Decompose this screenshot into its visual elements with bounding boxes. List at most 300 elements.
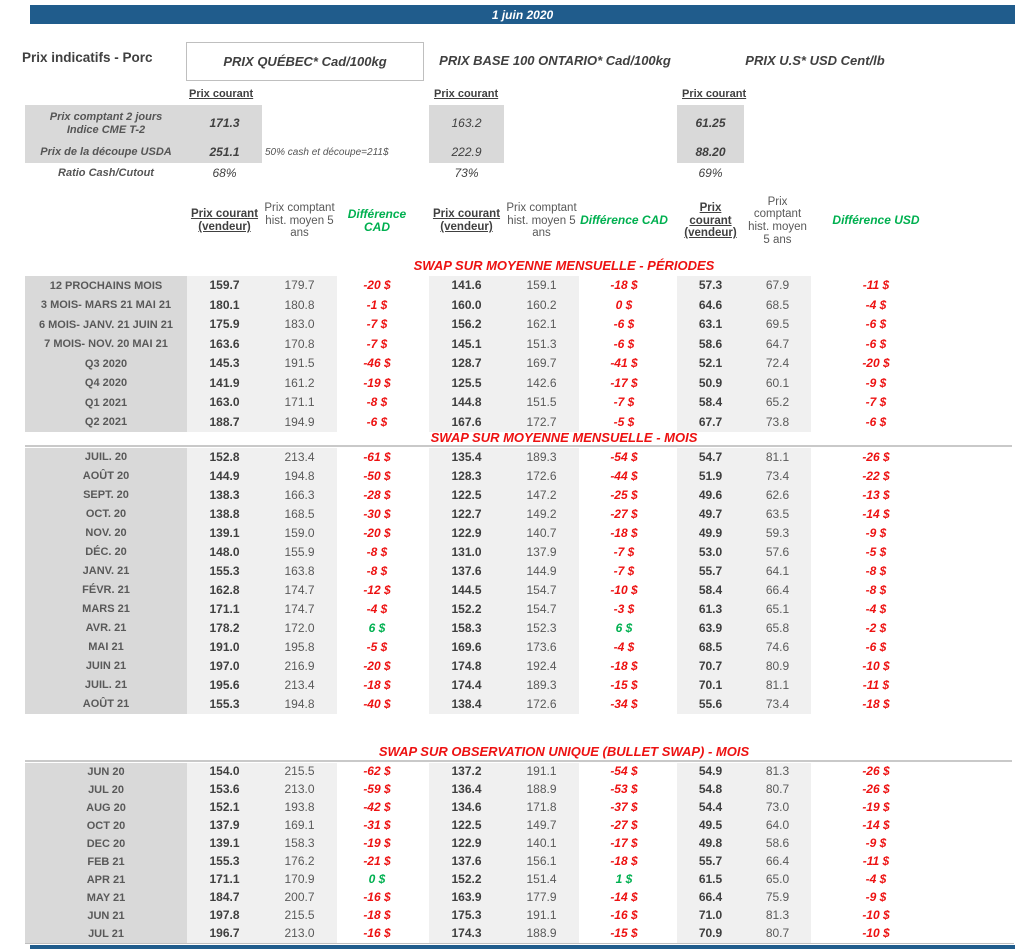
row-label: MARS 21 [25,600,187,619]
price-hist-cell: 65.0 [744,871,811,889]
price-hist-cell: 58.6 [744,835,811,853]
price-hist-cell: 189.3 [504,676,579,695]
price-hist-cell: 215.5 [262,763,337,781]
column-gap [669,524,677,543]
spot-cutout-us: 88.20 [677,142,744,163]
price-hist-cell: 65.8 [744,619,811,638]
price-hist-cell: 200.7 [262,889,337,907]
row-label: OCT 20 [25,817,187,835]
price-diff-cell: -11 $ [862,278,890,293]
price-diff-cell: -20 $ [363,278,391,293]
price-hist-cell: 191.1 [504,763,579,781]
price-current-cell: 138.8 [187,505,262,524]
group-title-us: PRIX U.S* USD Cent/lb [745,53,885,68]
price-current-cell: 55.7 [677,562,744,581]
price-current-cell: 175.9 [187,315,262,335]
price-hist-cell: 191.1 [504,907,579,925]
column-gap [417,486,429,505]
price-current-cell: 159.7 [187,276,262,296]
price-diff-cell: -18 $ [610,525,638,540]
price-current-cell: 167.6 [429,413,504,433]
row-label: DÉC. 20 [25,543,187,562]
price-diff-cell: -4 $ [865,297,887,312]
price-current-cell: 135.4 [429,448,504,467]
price-hist-cell: 170.9 [262,871,337,889]
price-hist-cell: 65.2 [744,393,811,413]
price-hist-cell: 213.0 [262,925,337,943]
row-label: JUIL. 21 [25,676,187,695]
price-current-cell: 122.7 [429,505,504,524]
column-gap [669,315,677,335]
price-current-cell: 152.1 [187,799,262,817]
spot-cme-us: 61.25 [677,105,744,142]
price-hist-cell: 81.3 [744,763,811,781]
column-gap [669,354,677,374]
price-hist-cell: 169.7 [504,354,579,374]
price-hist-cell: 189.3 [504,448,579,467]
price-diff-cell: -28 $ [363,487,391,502]
price-diff-cell: -18 $ [610,658,638,673]
price-diff-cell: -19 $ [363,375,391,390]
price-current-cell: 122.9 [429,835,504,853]
price-diff-cell: -9 $ [865,525,887,540]
price-hist-cell: 215.5 [262,907,337,925]
price-diff-cell: -6 $ [865,414,887,429]
column-gap [417,393,429,413]
column-gap [417,817,429,835]
price-diff-cell: -15 $ [610,926,638,941]
row-label: MAY 21 [25,889,187,907]
price-diff-cell: -18 $ [363,908,391,923]
price-hist-cell: 169.1 [262,817,337,835]
column-gap [669,619,677,638]
price-current-cell: 163.6 [187,335,262,355]
price-current-cell: 163.9 [429,889,504,907]
price-diff-cell: -4 $ [366,601,388,616]
page-title: Prix indicatifs - Porc [22,50,153,65]
price-current-cell: 58.4 [677,581,744,600]
price-current-cell: 61.5 [677,871,744,889]
price-hist-cell: 213.4 [262,448,337,467]
price-diff-cell: -9 $ [865,375,887,390]
price-hist-cell: 75.9 [744,889,811,907]
price-current-cell: 148.0 [187,543,262,562]
column-gap [669,600,677,619]
price-hist-cell: 80.9 [744,657,811,676]
column-gap [669,296,677,316]
price-current-cell: 131.0 [429,543,504,562]
price-hist-cell: 72.4 [744,354,811,374]
price-hist-cell: 73.4 [744,467,811,486]
cash-cutout-note: 50% cash et découpe=211$ [265,147,389,158]
price-current-cell: 54.9 [677,763,744,781]
price-hist-cell: 73.8 [744,413,811,433]
price-current-cell: 50.9 [677,374,744,394]
price-current-cell: 138.3 [187,486,262,505]
price-current-cell: 155.3 [187,853,262,871]
row-label: FÉVR. 21 [25,581,187,600]
price-current-cell: 70.9 [677,925,744,943]
price-diff-cell: -27 $ [610,818,638,833]
row-label: JUIL. 20 [25,448,187,467]
price-diff-cell: 0 $ [615,297,633,312]
price-current-cell: 152.2 [429,871,504,889]
row-label: DEC 20 [25,835,187,853]
row-label: Q3 2020 [25,354,187,374]
column-gap [417,296,429,316]
price-current-cell: 49.9 [677,524,744,543]
price-current-cell: 162.8 [187,581,262,600]
price-hist-cell: 151.3 [504,335,579,355]
price-current-cell: 128.3 [429,467,504,486]
price-hist-cell: 183.0 [262,315,337,335]
table-periodes [25,276,941,432]
price-current-cell: 57.3 [677,276,744,296]
price-diff-cell: -9 $ [865,836,887,851]
price-hist-cell: 170.8 [262,335,337,355]
price-hist-cell: 192.4 [504,657,579,676]
section-title-mensuelle-mois: SWAP SUR MOYENNE MENSUELLE - MOIS [430,430,698,445]
header-hist-quebec: Prix comptant hist. moyen 5 ans [264,202,335,240]
price-current-cell: 155.3 [187,695,262,714]
column-gap [669,799,677,817]
price-diff-cell: -17 $ [610,836,638,851]
price-hist-cell: 158.3 [262,835,337,853]
price-current-cell: 137.6 [429,853,504,871]
price-hist-cell: 180.8 [262,296,337,316]
price-diff-cell: -14 $ [610,890,638,905]
price-diff-cell: -30 $ [363,506,391,521]
price-current-cell: 128.7 [429,354,504,374]
price-hist-cell: 69.5 [744,315,811,335]
price-current-cell: 55.6 [677,695,744,714]
price-diff-cell: -7 $ [613,563,635,578]
price-diff-cell: -16 $ [363,926,391,941]
price-current-cell: 54.7 [677,448,744,467]
column-gap [417,315,429,335]
row-label: AVR. 21 [25,619,187,638]
price-current-cell: 54.4 [677,799,744,817]
price-current-cell: 70.7 [677,657,744,676]
column-gap [669,817,677,835]
bottom-bar [30,945,1015,949]
price-hist-cell: 152.3 [504,619,579,638]
group-title-quebec: PRIX QUÉBEC* Cad/100kg [186,42,424,81]
column-gap [417,781,429,799]
price-diff-cell: 0 $ [368,872,386,887]
price-current-cell: 54.8 [677,781,744,799]
spot-cme-quebec: 171.3 [187,105,262,142]
price-current-cell: 163.0 [187,393,262,413]
price-hist-cell: 73.4 [744,695,811,714]
price-diff-cell: -4 $ [865,601,887,616]
price-hist-cell: 64.1 [744,562,811,581]
price-diff-cell: -7 $ [613,544,635,559]
price-diff-cell: -44 $ [610,468,638,483]
spot-cutout-quebec: 251.1 [187,142,262,163]
column-gap [669,835,677,853]
price-hist-cell: 166.3 [262,486,337,505]
price-diff-cell: -8 $ [366,544,388,559]
price-hist-cell: 179.7 [262,276,337,296]
price-hist-cell: 172.6 [504,695,579,714]
price-current-cell: 197.8 [187,907,262,925]
price-diff-cell: -16 $ [363,890,391,905]
header-diff-usd: Différence USD [832,213,920,228]
price-current-cell: 171.1 [187,600,262,619]
column-gap [417,581,429,600]
column-gap [417,835,429,853]
row-label: 7 MOIS- NOV. 20 MAI 21 [25,335,187,355]
column-gap [417,925,429,943]
header-hist-us: Prix comptant hist. moyen 5 ans [748,195,807,246]
spot-label-cutout: Prix de la découpe USDA [25,142,187,163]
price-diff-cell: -17 $ [610,375,638,390]
price-diff-cell: -62 $ [363,764,391,779]
column-gap [417,763,429,781]
price-hist-cell: 174.7 [262,581,337,600]
price-current-cell: 174.4 [429,676,504,695]
column-gap [417,853,429,871]
column-gap [669,781,677,799]
price-current-cell: 171.1 [187,871,262,889]
column-gap [669,763,677,781]
column-gap [669,638,677,657]
column-gap [417,276,429,296]
price-diff-cell: -7 $ [366,317,388,332]
spot-price-block [25,105,941,184]
price-current-cell: 134.6 [429,799,504,817]
price-current-cell: 52.1 [677,354,744,374]
header-vendeur-ontario: Prix courant (vendeur) [432,208,501,233]
column-gap [669,925,677,943]
column-gap [669,505,677,524]
price-diff-cell: -1 $ [366,297,388,312]
price-diff-cell: -19 $ [862,800,890,815]
price-current-cell: 138.4 [429,695,504,714]
price-diff-cell: -18 $ [610,854,638,869]
spot-label-cme-line1: Prix comptant 2 jours [49,111,163,124]
price-hist-cell: 155.9 [262,543,337,562]
spot-ratio-us: 69% [698,165,723,180]
price-current-cell: 137.2 [429,763,504,781]
price-current-cell: 67.7 [677,413,744,433]
price-current-cell: 197.0 [187,657,262,676]
row-label: JUN 20 [25,763,187,781]
column-gap [669,467,677,486]
spot-ratio-ontario: 73% [454,165,479,180]
price-hist-cell: 147.2 [504,486,579,505]
price-hist-cell: 194.8 [262,695,337,714]
header-hist-ontario: Prix comptant hist. moyen 5 ans [506,202,577,240]
row-label: Q1 2021 [25,393,187,413]
price-diff-cell: -2 $ [865,620,887,635]
price-current-cell: 169.6 [429,638,504,657]
price-diff-cell: 1 $ [615,872,633,887]
price-diff-cell: -21 $ [363,854,391,869]
section-title-bullet-swap: SWAP SUR OBSERVATION UNIQUE (BULLET SWAP) - MOIS [378,744,750,759]
section-title-periodes: SWAP SUR MOYENNE MENSUELLE - PÉRIODES [413,258,715,273]
column-gap [417,657,429,676]
price-current-cell: 63.1 [677,315,744,335]
spot-ratio-quebec: 68% [212,165,237,180]
price-current-cell: 139.1 [187,524,262,543]
price-current-cell: 145.1 [429,335,504,355]
price-hist-cell: 81.1 [744,676,811,695]
price-current-cell: 160.0 [429,296,504,316]
column-gap [669,889,677,907]
price-current-cell: 152.2 [429,600,504,619]
price-hist-cell: 156.1 [504,853,579,871]
prix-courant-label-us: Prix courant [682,88,747,100]
price-hist-cell: 213.4 [262,676,337,695]
column-gap [669,276,677,296]
column-gap [417,695,429,714]
price-diff-cell: -6 $ [865,336,887,351]
price-hist-cell: 216.9 [262,657,337,676]
price-diff-cell: -26 $ [862,782,890,797]
price-diff-cell: -4 $ [613,639,635,654]
price-current-cell: 64.6 [677,296,744,316]
price-hist-cell: 66.4 [744,581,811,600]
price-current-cell: 155.3 [187,562,262,581]
price-diff-cell: -14 $ [862,506,890,521]
column-gap [417,600,429,619]
group-title-ontario: PRIX BASE 100 ONTARIO* Cad/100kg [439,53,671,68]
row-label: 12 PROCHAINS MOIS [25,276,187,296]
price-current-cell: 144.5 [429,581,504,600]
column-gap [669,448,677,467]
price-current-cell: 141.9 [187,374,262,394]
column-gap [669,853,677,871]
row-label: JUN 21 [25,907,187,925]
prix-courant-label-quebec: Prix courant [189,88,254,100]
price-diff-cell: -8 $ [865,563,887,578]
price-diff-cell: 6 $ [368,620,386,635]
price-diff-cell: -59 $ [363,782,391,797]
price-current-cell: 137.9 [187,817,262,835]
price-hist-cell: 80.7 [744,781,811,799]
price-current-cell: 175.3 [429,907,504,925]
column-gap [669,374,677,394]
column-gap [417,562,429,581]
header-diff-cad-quebec: Différence CAD [347,206,407,234]
row-label: JANV. 21 [25,562,187,581]
price-hist-cell: 66.4 [744,853,811,871]
price-hist-cell: 154.7 [504,600,579,619]
price-current-cell: 55.7 [677,853,744,871]
price-hist-cell: 68.5 [744,296,811,316]
price-current-cell: 122.5 [429,817,504,835]
column-gap [669,486,677,505]
row-label: JUL 20 [25,781,187,799]
price-hist-cell: 144.9 [504,562,579,581]
price-current-cell: 156.2 [429,315,504,335]
price-diff-cell: -20 $ [363,658,391,673]
row-label: SEPT. 20 [25,486,187,505]
price-diff-cell: -26 $ [862,449,890,464]
price-hist-cell: 80.7 [744,925,811,943]
spot-label-cme [25,105,187,142]
column-gap [417,354,429,374]
row-label: JUL 21 [25,925,187,943]
price-current-cell: 196.7 [187,925,262,943]
price-diff-cell: -4 $ [865,872,887,887]
column-gap [417,676,429,695]
price-hist-cell: 188.9 [504,781,579,799]
price-diff-cell: -25 $ [610,487,638,502]
price-current-cell: 49.8 [677,835,744,853]
price-diff-cell: -7 $ [366,336,388,351]
price-diff-cell: 6 $ [615,620,633,635]
price-diff-cell: -9 $ [865,890,887,905]
price-diff-cell: -54 $ [610,449,638,464]
price-current-cell: 178.2 [187,619,262,638]
price-diff-cell: -42 $ [363,800,391,815]
price-diff-cell: -6 $ [366,414,388,429]
price-current-cell: 125.5 [429,374,504,394]
price-hist-cell: 174.7 [262,600,337,619]
price-current-cell: 68.5 [677,638,744,657]
row-label: NOV. 20 [25,524,187,543]
price-current-cell: 136.4 [429,781,504,799]
report-date: 1 juin 2020 [491,7,554,22]
column-gap [669,871,677,889]
row-label: AOÛT 21 [25,695,187,714]
price-diff-cell: -13 $ [862,487,890,502]
price-current-cell: 49.5 [677,817,744,835]
price-current-cell: 174.3 [429,925,504,943]
section-divider [25,760,1012,762]
column-gap [417,448,429,467]
price-diff-cell: -3 $ [613,601,635,616]
price-hist-cell: 63.5 [744,505,811,524]
spot-cutout-ontario: 222.9 [429,142,504,163]
price-diff-cell: -61 $ [363,449,391,464]
price-diff-cell: -5 $ [366,639,388,654]
price-diff-cell: -53 $ [610,782,638,797]
price-current-cell: 144.8 [429,393,504,413]
price-current-cell: 154.0 [187,763,262,781]
price-diff-cell: -34 $ [610,696,638,711]
price-current-cell: 174.8 [429,657,504,676]
price-hist-cell: 159.1 [504,276,579,296]
header-vendeur-us: Prix courant (vendeur) [684,202,737,240]
spot-label-ratio: Ratio Cash/Cutout [58,167,154,180]
column-gap [417,524,429,543]
price-hist-cell: 191.5 [262,354,337,374]
column-gap [417,871,429,889]
row-label: FEB 21 [25,853,187,871]
price-diff-cell: -16 $ [610,908,638,923]
price-diff-cell: -11 $ [862,677,890,692]
row-label: APR 21 [25,871,187,889]
price-diff-cell: -5 $ [613,414,635,429]
column-gap [417,889,429,907]
price-hist-cell: 73.0 [744,799,811,817]
column-gap [417,505,429,524]
price-diff-cell: -6 $ [613,317,635,332]
price-hist-cell: 154.7 [504,581,579,600]
price-diff-cell: -8 $ [366,563,388,578]
column-gap [669,543,677,562]
price-current-cell: 180.1 [187,296,262,316]
price-diff-cell: -15 $ [610,677,638,692]
price-diff-cell: -20 $ [363,525,391,540]
row-label: OCT. 20 [25,505,187,524]
price-current-cell: 70.1 [677,676,744,695]
price-diff-cell: -12 $ [363,582,391,597]
